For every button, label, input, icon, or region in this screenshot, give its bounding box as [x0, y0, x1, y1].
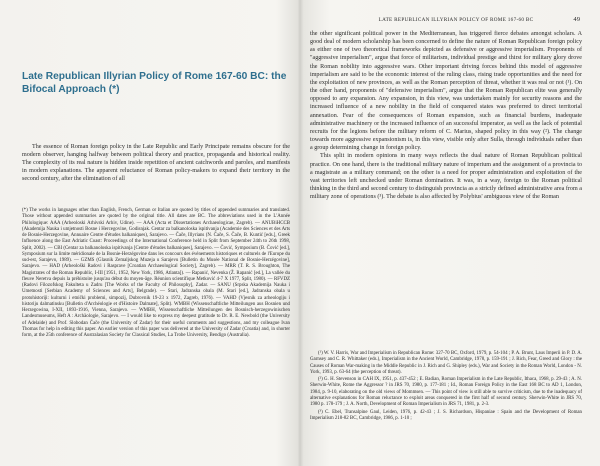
footnote-1: (¹) W. V. Harris, War and Imperialism in Republican Rome: 327-70 BC, Oxford, 1979, p. 54-104 ; P. A. Brunt, Laus Imperii in P. D. A. Garnsey and C. R. Whittaker (eds.), Imperialism in the Ancient World, Cambridge, 1978, p. 159-191 ; J. Rich, Fear, Greed and Glory : the Causes of Roman War-making in the Middle Republic in J. Rich and G. Shipley (eds.), War and Society in the Roman World, London - N. York, 1993, p. 63-64 (the perception of threat). [310, 351, 582, 375]
right-footnotes [310, 351, 582, 423]
paragraph: the other significant political power in the Mediterranean, has triggered fierce debates amongst scholars. A good deal of modern scholarship has been concerned to define the nature of Roman Republican foreign policy as either one of two theoretical frameworks depicted as defensive or aggressive imperialism. Proponents of "aggressive imperialism", argue that force of militarism, individual prestige and thirst for military glory drove the Roman nobility into aggressive wars. Other important driving forces behind this model of aggressive imperialism are said to be the economic interest of the ruling class, rising trade opportunities and the need for the exploitation of new provinces, as well as the Roman perception of threat, whether it was real or not (¹). On the other hand, proponents of "defensive imperialism", argue that the Roman Republican elite was generally opposed to any expansion. Any expansion, in this view, was undertaken mainly for security reasons and the increased influence of a new nobility in the field of conquered states was preferred to direct territorial annexation. Fear of the consequences of Roman expansion, such as financial burdens, inadequate administrative machinery or the increased influence of an successful imperator, as well as the lack of potential recruits for the legions before the military reform of C. Marius, shaped policy in this way (²). The change towards more aggressive expansionism is, in this view, visible only after Sulla, through individuals rather than a group determining change in foreign policy. [310, 31, 582, 152]
footnote-2: (²) G. H. Stevenson in CAH IX, 1951, p. 437-452 ; E. Badian, Roman Imperialism in the Late Republic, Ithaca, 1968, p. 29-43 ; A. N. Sherwin-White, Rome the Aggressor ? in JRS 70, 1980, p. 177-181 ; Id., Roman Foreign Policy in the East 168 BC to AD 1, London, 1984, p. 9-10, elaborating on the old views of Mommsen. — This point of view is still able to survive criticism, due to the inadequacy of alternative explanations for Roman reluctance to exploit areas conquered in the first half of second century. Sherwin-White in JRS 70, 1980 p. 178-179 ; J. A. North, Development of Roman Imperialism in JRS 71, 1981, p. 2-3. [310, 377, 582, 408]
running-header [302, 16, 580, 23]
right-page [302, 0, 600, 466]
article-title: Late Republican Illyrian Policy of Rome 167-60 BC: the Bifocal Approach (*) [22, 71, 287, 95]
left-page [0, 0, 298, 466]
left-footnote [22, 208, 290, 339]
running-header-title: LATE REPUBLICAN ILLYRIAN POLICY OF ROME 167-60 BC [378, 17, 534, 23]
footnote-abbreviations: (*) The works in languages other than English, French, German or Italian are quoted by titles of appended summaries and translated. Those without appended summaries are quoted by the original title. All dates are BC. The abbreviations used in the L'Année Philologique: AAA (Arheoloski Arhivski Arhiv, Udine). — AAA (Acta et Dissertationes Archaeologicae, Zagreb). — ANUBiHCCB (Akademija Nauka i umjetnosti Bosne i Hercegovine, Godisnjak. Centar za balkanoloska ispitivanja (Academie des Sciences et des Arts de Bosnie-Herzegovine, Annuaire Centre d'études balkaniques), Sarajevo. — Čače, Illyrians (N. Čače, S. Čače, B. Kuntić [eds.], Greek Influence along the East Adriatic Coast: Proceedings of the International Conference held in Split from September 24th to 26th 1998, Split, 2002). — CBI (Centar za balkanoloska ispitivanja [Centre d'études balkaniques], Sarajevo. — Čović, Symposium (B. Čović [ed.], Symposium sur la limite méridionale de la Bosnie-Herzégovine dans les concours des événements historiques et culturels de l'Europe du sud-est, Sarajevo, 1989). — GZMS (Glasnik Zemaljskog Muzeja u Sarajevu [Bulletin du Musée National de Bosnie-Herzégovine], Sarajevo. — HAD (Arheološki Radovi i Rasprave [Croatian Archaeological Society], Zagreb). — MRR (T. R. S. Broughton, The Magistrates of the Roman Republic, I-III [1951, 1952, New York, 1986, Atlanta]). — Rapanić, Nevenka (Ž. Rapanić [ed.], La vallée du fleuve Neretva depuis la préhistoire jusqu'au début du moyen-âge. Réunion scientifique Metković 4-7 X 1977, Split, 1980). — RFVDZ (Radovi Filozofskog Fakulteta u Zadru [The Works of the Faculty of Philosophy], Zadar. — SANU (Srpska Akademija Nauka i Umetnosti [Serbian Academy of Sciences and Arts], Belgrade). — Stari, Jadranska obala (M. Stari [ed.], Jadranska obala u protohistoriji: kulturni i etnički problemi, simpozij, Dubrovnik 19-23 x 1972, Zagreb, 1976). — VAHD (Vjesnik za arheologiju i historiju dalmatinsku [Bulletin d'Archéologie et d'Histoire Dalmate], Split). WMBH (Wissenschaftliche Mitteilungen aus Bosnien und Herzegowina, I-XII, 1893-1916, Vienna, Sarajevo. — WMBH, Wissenschaftliche Mitteilungen des Bosnisch-herzegowinischen Landesmuseums, Heft A : Archäologie, Sarajevo. — I would like to express my deepest gratitude to Dr. R. E. Newbold (the University of Adelaide) and Prof. Slobodan Čače (the University of Zadar) for their useful comments and suggestions, and my colleague Ivan Thomas for help in editing this paper. An earlier version of this paper was delivered at the University of Zadar (Croatia) and, in shorter form, at the 25th conference of Australasian Society for Classical Studies, La Trobe University, Bendigo (Australia). [22, 208, 290, 338]
paragraph: This split in modern opinions in many ways reflects the dual nature of Roman Republican political practice. On one hand, there is the traditional military nature of imperium and the assignment of a provincia to a magistrate as a military command; on the other is a need for proper administration and exploitation of the vast territories left unchecked under Roman domination. It was, in a way, foreign to the Roman political thinking in the third and second century to distinguish provincia as a strictly defined administrative area from a military zone of operations (³). The debate is also affected by Polybius' ambiguous view of the Roman [310, 153, 582, 201]
footnote-3: (³) C. Ebel, Transalpine Gaul, Leiden, 1976, p. 42-43 ; J. S. Richardson, Hispaniae : Spain and the Development of Roman Imperialism 218-82 BC, Cambridge, 1986, p. 1-10 ; [310, 409, 582, 421]
left-body-text: The essence of Roman foreign policy in the Late Republic and Early Principate remains obscure for the modern observer, hanging halfway between political theory and practice, propaganda and historical reality. The complexity of its real nature is hidden inside repetition of ancient catchwords and paroles, and manifests in modern explanations. The apparent reluctance of Roman policy-makers to expand their territory in the second century, after the elimination of all [22, 144, 290, 183]
right-body-text [310, 30, 582, 201]
page-number: 49 [573, 16, 580, 23]
